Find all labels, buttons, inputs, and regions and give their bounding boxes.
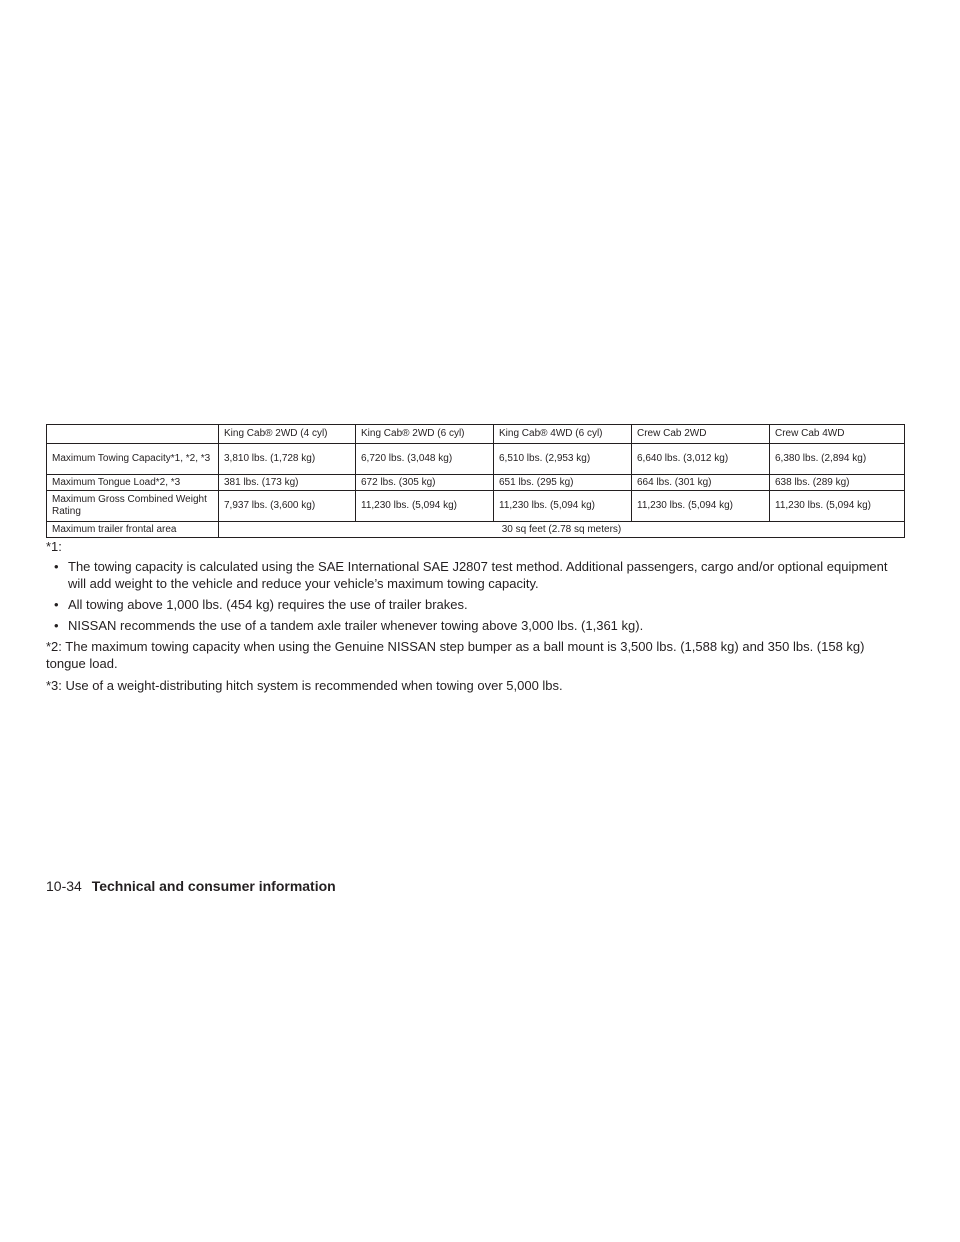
header-crew-cab-2wd: Crew Cab 2WD [632, 425, 770, 444]
list-item-text: All towing above 1,000 lbs. (454 kg) requires the use of trailer brakes. [68, 597, 468, 612]
table-cell: 664 lbs. (301 kg) [632, 475, 770, 491]
table-cell: 11,230 lbs. (5,094 kg) [356, 491, 494, 522]
header-king-cab-2wd-4cyl: King Cab® 2WD (4 cyl) [219, 425, 356, 444]
table-cell: 6,720 lbs. (3,048 kg) [356, 444, 494, 475]
header-king-cab-2wd-6cyl: King Cab® 2WD (6 cyl) [356, 425, 494, 444]
bullet-icon: • [54, 559, 59, 574]
table-cell: 651 lbs. (295 kg) [494, 475, 632, 491]
note-2: *2: The maximum towing capacity when using the Genuine NISSAN step bumper as a ball mount is 3,500 lbs. (1,588 kg) and 350 lbs. (158 kg) tongue load. [46, 639, 865, 671]
note-3: *3: Use of a weight-distributing hitch system is recommended when towing over 5,000 lbs. [46, 678, 563, 693]
list-item-text: The towing capacity is calculated using the SAE International SAE J2807 test method. Additional passengers, cargo and/or optional equipment will add weight to the vehicle and reduce your vehicle’s maximum towing capacity. [68, 559, 888, 591]
row-label: Maximum trailer frontal area [47, 522, 219, 538]
table-header-row [47, 425, 905, 444]
table-cell: 6,380 lbs. (2,894 kg) [770, 444, 905, 475]
note-1-bullet-list [46, 558, 906, 634]
table-cell: 672 lbs. (305 kg) [356, 475, 494, 491]
table-cell: 11,230 lbs. (5,094 kg) [770, 491, 905, 522]
footnotes [46, 538, 906, 699]
table-row [47, 491, 905, 522]
header-cell-empty [47, 425, 219, 444]
note-1-heading: *1: [46, 539, 62, 554]
table-row [47, 444, 905, 475]
header-king-cab-4wd-6cyl: King Cab® 4WD (6 cyl) [494, 425, 632, 444]
bullet-icon: • [54, 597, 59, 612]
table-cell: 11,230 lbs. (5,094 kg) [632, 491, 770, 522]
table-cell: 11,230 lbs. (5,094 kg) [494, 491, 632, 522]
table-cell: 3,810 lbs. (1,728 kg) [219, 444, 356, 475]
list-item [46, 596, 906, 613]
table-cell: 381 lbs. (173 kg) [219, 475, 356, 491]
section-title: Technical and consumer information [91, 878, 336, 894]
towing-spec-table [46, 424, 905, 538]
bullet-icon: • [54, 618, 59, 633]
table-row [47, 522, 905, 538]
header-crew-cab-4wd: Crew Cab 4WD [770, 425, 905, 444]
page-footer [46, 877, 336, 895]
row-label: Maximum Towing Capacity*1, *2, *3 [47, 444, 219, 475]
table-row [47, 475, 905, 491]
row-label: Maximum Tongue Load*2, *3 [47, 475, 219, 491]
table-cell: 638 lbs. (289 kg) [770, 475, 905, 491]
table-cell: 6,510 lbs. (2,953 kg) [494, 444, 632, 475]
table-cell: 6,640 lbs. (3,012 kg) [632, 444, 770, 475]
page-number: 10-34 [46, 878, 82, 894]
merged-cell: 30 sq feet (2.78 sq meters) [219, 522, 905, 538]
list-item-text: NISSAN recommends the use of a tandem axle trailer whenever towing above 3,000 lbs. (1,361 kg). [68, 618, 644, 633]
list-item [46, 558, 906, 592]
table-cell: 7,937 lbs. (3,600 kg) [219, 491, 356, 522]
list-item [46, 617, 906, 634]
row-label: Maximum Gross Combined Weight Rating [47, 491, 219, 522]
